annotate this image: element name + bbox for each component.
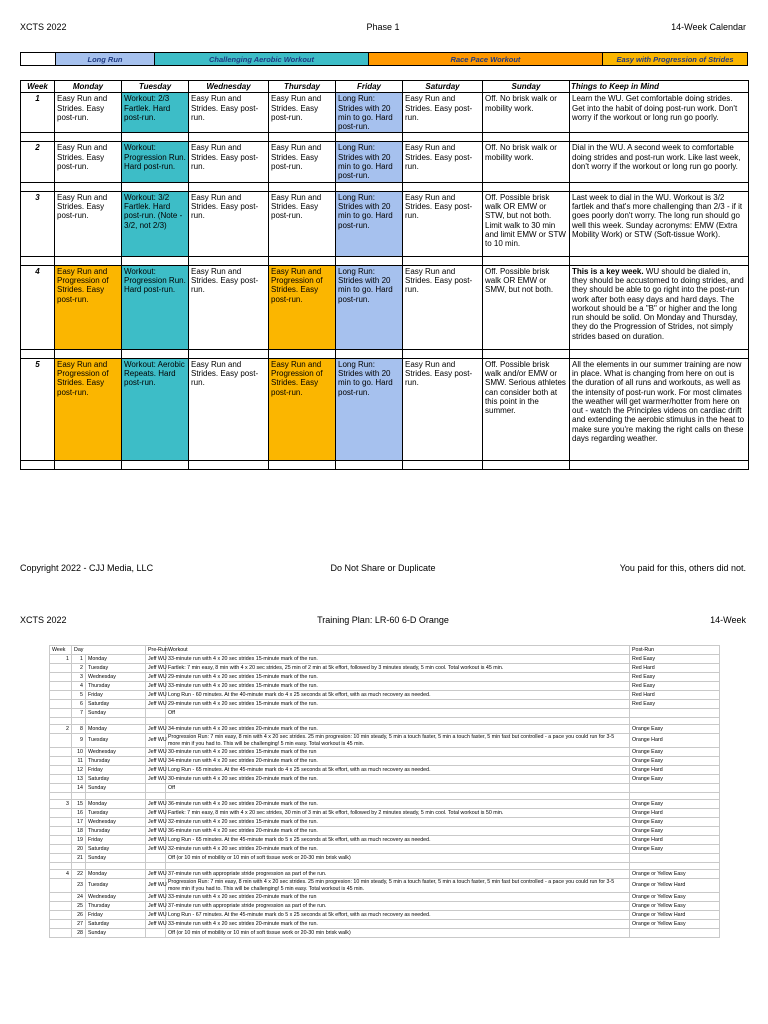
plan-postrun: Orange or Yellow Easy — [630, 893, 720, 902]
plan-day-name: Thursday — [86, 827, 146, 836]
plan-prerun: Jeff WU — [146, 682, 166, 691]
plan-workout: Progression Run: 7 min easy, 8 min with 4 x 20 sec strides. 25 min progresion: 10 min steady, 5 min a touch faster, 5 min a touch faster, 5 min fast but controlled - a pace you could run for 3-5 more min if you had to. This will be challenging! 5 min easy. Total workout is 45 min. — [166, 879, 630, 893]
week-row — [21, 93, 749, 133]
calendar-header-row — [21, 81, 749, 93]
plan-prerun: Jeff WU — [146, 902, 166, 911]
thursday-cell: Easy Run and Strides. Easy post-run. — [269, 93, 336, 133]
plan-prerun: Jeff WU — [146, 809, 166, 818]
plan-day-number: 3 — [72, 673, 86, 682]
plan-day-name: Monday — [86, 655, 146, 664]
spacer-row — [21, 182, 749, 191]
plan-prerun: Jeff WU — [146, 700, 166, 709]
plan-postrun — [630, 784, 720, 793]
thursday-cell: Easy Run and Strides. Easy post-run. — [269, 191, 336, 256]
col-saturday: Saturday — [403, 81, 483, 93]
plan-row — [50, 682, 720, 691]
plan-prerun — [146, 929, 166, 938]
plan-day-name: Friday — [86, 691, 146, 700]
plan-week-number — [50, 845, 72, 854]
training-plan-body — [50, 646, 720, 938]
plan-workout: 29-minute run with 4 x 20 sec strides 15-minute mark of the run. — [166, 673, 630, 682]
plan-day-number: 23 — [72, 879, 86, 893]
plan-postrun: Orange Easy — [630, 725, 720, 734]
plan-spacer-row — [50, 863, 720, 870]
plan-day-number: 8 — [72, 725, 86, 734]
plan-workout: 33-minute run with 4 x 20 sec strides 20-minute mark of the run. — [166, 920, 630, 929]
friday-cell: Long Run: Strides with 20 min to go. Hard post-run. — [336, 358, 403, 460]
plan-day-number: 4 — [72, 682, 86, 691]
notes-cell — [570, 358, 749, 460]
plan-workout: Progression Run: 7 min easy, 8 min with 4 x 20 sec strides. 25 min progresion: 10 min steady, 5 min a touch faster, 5 min a touch faster, 5 min fast but controlled - a pace you could run for 3-5 more min if you had to. This will be challenging! 5 min easy. Total workout is 45 min. — [166, 734, 630, 748]
plan-day-name: Tuesday — [86, 664, 146, 673]
plan-prerun: Jeff WU — [146, 734, 166, 748]
plan-workout: Off — [166, 709, 630, 718]
plan-postrun: Orange Hard — [630, 734, 720, 748]
plan-week-number: 4 — [50, 870, 72, 879]
plan-day-name: Thursday — [86, 757, 146, 766]
plan-prerun: Jeff WU — [146, 920, 166, 929]
col-tuesday: Tuesday — [122, 81, 189, 93]
spacer-row — [21, 133, 749, 142]
calendar-header-right: 14-Week Calendar — [671, 22, 746, 32]
col-sunday: Sunday — [483, 81, 570, 93]
plan-postrun: Red Easy — [630, 682, 720, 691]
footer-notice: Do Not Share or Duplicate — [330, 563, 436, 573]
plan-week-number — [50, 879, 72, 893]
plan-week-number — [50, 784, 72, 793]
plan-day-name: Saturday — [86, 700, 146, 709]
plan-prerun: Jeff WU — [146, 911, 166, 920]
notes-cell — [570, 191, 749, 256]
plan-day-name: Monday — [86, 870, 146, 879]
notes-text: WU should be dialed in, they should be accustomed to doing strides, and they should be able to go right into the post-run work after both easy days and hard days. The workout should be a "B" or higher and the long run should be solid. On Monday and Thursday, they do the Progression of Strides, not simply strides based on duration. — [572, 266, 744, 341]
plan-workout: Fartlek: 7 min easy, 8 min with 4 x 20 sec strides, 25 min of 2 min at 5k effort, followed by 3 minutes steady, 5 min cool. Total workout is 45 min. — [166, 664, 630, 673]
plan-week-number — [50, 673, 72, 682]
footer-paid: You paid for this, others did not. — [619, 563, 746, 573]
plan-week-number — [50, 775, 72, 784]
workout-type-legend — [20, 52, 748, 66]
plan-row — [50, 700, 720, 709]
plan-week-number: 2 — [50, 725, 72, 734]
plan-row — [50, 809, 720, 818]
plan-spacer-row — [50, 718, 720, 725]
plan-day-number: 27 — [72, 920, 86, 929]
tuesday-cell: Workout: Progression Run. Hard post-run. — [122, 265, 189, 349]
week-number: 5 — [21, 358, 55, 460]
plan-day-name: Friday — [86, 836, 146, 845]
plan-workout: 34-minute run with 4 x 20 sec strides 20-minute mark of the run. — [166, 725, 630, 734]
monday-cell: Easy Run and Strides. Easy post-run. — [55, 93, 122, 133]
sunday-cell: Off. No brisk walk or mobility work. — [483, 93, 570, 133]
plan-day-number: 19 — [72, 836, 86, 845]
plan-week-number — [50, 766, 72, 775]
week-row — [21, 265, 749, 349]
plan-day-number: 22 — [72, 870, 86, 879]
plan-day-name: Saturday — [86, 920, 146, 929]
plan-prerun: Jeff WU — [146, 818, 166, 827]
plan-day-number: 12 — [72, 766, 86, 775]
plan-row — [50, 879, 720, 893]
plan-week-number — [50, 734, 72, 748]
plan-postrun: Orange or Yellow Easy — [630, 902, 720, 911]
plan-row — [50, 664, 720, 673]
plan-prerun: Jeff WU — [146, 879, 166, 893]
plan-row — [50, 766, 720, 775]
thursday-cell: Easy Run and Progression of Strides. Easy post-run. — [269, 265, 336, 349]
plan-week-number — [50, 682, 72, 691]
plan-week-number — [50, 920, 72, 929]
legend-easy-progression: Easy with Progression of Strides — [603, 53, 747, 65]
plan-week-number — [50, 748, 72, 757]
week-number: 2 — [21, 142, 55, 182]
plan-postrun: Orange Easy — [630, 757, 720, 766]
wednesday-cell: Easy Run and Strides. Easy post-run. — [189, 191, 269, 256]
plan-postrun: Orange Easy — [630, 775, 720, 784]
plan-workout: 37-minute run with appropriate stride progression as part of the run. — [166, 870, 630, 879]
plan-day-name: Saturday — [86, 775, 146, 784]
plan-postrun: Red Easy — [630, 673, 720, 682]
plan-week-number — [50, 929, 72, 938]
plan-prerun: Jeff WU — [146, 775, 166, 784]
plan-day-number: 25 — [72, 902, 86, 911]
plan-day-name: Thursday — [86, 902, 146, 911]
plan-row — [50, 709, 720, 718]
saturday-cell: Easy Run and Strides. Easy post-run. — [403, 142, 483, 182]
plan-day-number: 6 — [72, 700, 86, 709]
week-number: 3 — [21, 191, 55, 256]
spacer-row — [21, 460, 749, 469]
footer-copyright: Copyright 2022 - CJJ Media, LLC — [20, 563, 154, 573]
plan-postrun: Orange or Yellow Hard — [630, 879, 720, 893]
plan-day-number: 18 — [72, 827, 86, 836]
plan-postrun: Red Hard — [630, 691, 720, 700]
spacer-row — [21, 349, 749, 358]
plan-prerun: Jeff WU — [146, 827, 166, 836]
plan-postrun: Orange Hard — [630, 836, 720, 845]
plan-week-number — [50, 709, 72, 718]
plan-day-name: Monday — [86, 800, 146, 809]
plan-day-name: Thursday — [86, 682, 146, 691]
plan-workout: Off (or 10 min of mobility or 10 min of soft tissue work or 20-30 min brisk walk) — [166, 929, 630, 938]
plan-day-name: Sunday — [86, 709, 146, 718]
week-row — [21, 142, 749, 182]
plan-day-name: Sunday — [86, 854, 146, 863]
plan-workout: 30-minute run with 4 x 20 sec strides 15-minute mark of the run — [166, 748, 630, 757]
plan-week-number — [50, 818, 72, 827]
plan-day-number: 2 — [72, 664, 86, 673]
tuesday-cell: Workout: 2/3 Fartlek. Hard post-run. — [122, 93, 189, 133]
plan-col-workout: Workout — [166, 646, 630, 655]
plan-postrun: Orange or Yellow Hard — [630, 911, 720, 920]
plan-workout: 29-minute run with 4 x 20 sec strides 15-minute mark of the run. — [166, 700, 630, 709]
sunday-cell: Off. Possible brisk walk OR EMW or SMW, but not both. — [483, 265, 570, 349]
plan-row — [50, 836, 720, 845]
monday-cell: Easy Run and Progression of Strides. Easy post-run. — [55, 358, 122, 460]
plan-workout: 34-minute run with 4 x 20 sec strides 20-minute mark of the run. — [166, 757, 630, 766]
plan-row — [50, 784, 720, 793]
plan-prerun: Jeff WU — [146, 800, 166, 809]
sunday-cell: Off. Possible brisk walk and/or EMW or SMW. Serious athletes can consider both at this point in the summer. — [483, 358, 570, 460]
plan-col-prerun: Pre-Run — [146, 646, 166, 655]
plan-postrun: Red Easy — [630, 700, 720, 709]
plan-row — [50, 920, 720, 929]
plan-day-number: 17 — [72, 818, 86, 827]
plan-row — [50, 902, 720, 911]
plan-row — [50, 757, 720, 766]
plan-prerun: Jeff WU — [146, 870, 166, 879]
plan-day-number: 26 — [72, 911, 86, 920]
plan-week-number — [50, 893, 72, 902]
plan-day-number: 16 — [72, 809, 86, 818]
plan-postrun — [630, 709, 720, 718]
plan-day-name: Tuesday — [86, 734, 146, 748]
col-wednesday: Wednesday — [189, 81, 269, 93]
plan-day-name: Friday — [86, 766, 146, 775]
monday-cell: Easy Run and Progression of Strides. Easy post-run. — [55, 265, 122, 349]
thursday-cell: Easy Run and Strides. Easy post-run. — [269, 142, 336, 182]
notes-cell — [570, 265, 749, 349]
col-thursday: Thursday — [269, 81, 336, 93]
tuesday-cell: Workout: 3/2 Fartlek. Hard post-run. (Note - 3/2, not 2/3) — [122, 191, 189, 256]
notes-text: Dial in the WU. A second week to comfortable doing strides and post-run work. Like last week, don't worry if the workout or long run go poorly. — [572, 143, 741, 172]
plan-workout: Long Run - 65 minutes. At the 45-minute mark do 5 x 25 seconds at 5k effort, with as much recovery as needed. — [166, 836, 630, 845]
plan-day-name: Wednesday — [86, 673, 146, 682]
plan-day-number: 20 — [72, 845, 86, 854]
plan-week-number — [50, 691, 72, 700]
plan-postrun — [630, 854, 720, 863]
tuesday-cell: Workout: Progression Run. Hard post-run. — [122, 142, 189, 182]
plan-row — [50, 854, 720, 863]
plan-day-name: Wednesday — [86, 893, 146, 902]
plan-day-number: 21 — [72, 854, 86, 863]
week-number: 4 — [21, 265, 55, 349]
week-number: 1 — [21, 93, 55, 133]
plan-day-name: Tuesday — [86, 879, 146, 893]
plan-week-number — [50, 836, 72, 845]
plan-header-left: XCTS 2022 — [20, 615, 67, 625]
legend-long-run: Long Run — [55, 53, 155, 65]
plan-prerun: Jeff WU — [146, 766, 166, 775]
col-notes: Things to Keep in Mind — [570, 81, 749, 93]
calendar-header-center: Phase 1 — [366, 22, 400, 32]
notes-cell — [570, 93, 749, 133]
plan-row — [50, 775, 720, 784]
plan-prerun: Jeff WU — [146, 845, 166, 854]
plan-row — [50, 734, 720, 748]
plan-day-name: Wednesday — [86, 748, 146, 757]
plan-workout: 33-minute run with 4 x 20 sec strides 15-minute mark of the run. — [166, 655, 630, 664]
plan-day-number: 24 — [72, 893, 86, 902]
plan-workout: 30-minute run with 4 x 20 sec strides 20-minute mark of the run. — [166, 775, 630, 784]
phase-calendar-table — [20, 80, 749, 470]
week-row — [21, 191, 749, 256]
wednesday-cell: Easy Run and Strides. Easy post-run. — [189, 93, 269, 133]
plan-postrun: Orange Easy — [630, 800, 720, 809]
plan-prerun: Jeff WU — [146, 893, 166, 902]
notes-cell — [570, 142, 749, 182]
plan-postrun: Orange Easy — [630, 818, 720, 827]
plan-row — [50, 845, 720, 854]
saturday-cell: Easy Run and Strides. Easy post-run. — [403, 265, 483, 349]
wednesday-cell: Easy Run and Strides. Easy post-run. — [189, 358, 269, 460]
legend-challenging-aerobic: Challenging Aerobic Workout — [155, 53, 369, 65]
plan-postrun: Orange Hard — [630, 766, 720, 775]
friday-cell: Long Run: Strides with 20 min to go. Hard post-run. — [336, 93, 403, 133]
plan-row — [50, 893, 720, 902]
legend-race-pace: Race Pace Workout — [369, 53, 603, 65]
plan-row — [50, 673, 720, 682]
plan-day-number: 15 — [72, 800, 86, 809]
wednesday-cell: Easy Run and Strides. Easy post-run. — [189, 142, 269, 182]
saturday-cell: Easy Run and Strides. Easy post-run. — [403, 191, 483, 256]
plan-workout: 36-minute run with 4 x 20 sec strides 20-minute mark of the run. — [166, 800, 630, 809]
plan-week-number — [50, 902, 72, 911]
plan-day-number: 1 — [72, 655, 86, 664]
plan-day-name: Sunday — [86, 929, 146, 938]
plan-col-week: Week — [50, 646, 72, 655]
plan-workout: Off — [166, 784, 630, 793]
monday-cell: Easy Run and Strides. Easy post-run. — [55, 142, 122, 182]
plan-workout: Long Run - 67 minutes. At the 45-minute mark do 5 x 25 seconds at 5k effort, with as much recovery as needed. — [166, 911, 630, 920]
plan-day-name: Monday — [86, 725, 146, 734]
plan-day-number: 9 — [72, 734, 86, 748]
col-monday: Monday — [55, 81, 122, 93]
plan-postrun: Orange Easy — [630, 748, 720, 757]
plan-prerun: Jeff WU — [146, 836, 166, 845]
plan-workout: Long Run - 65 minutes. At the 45-minute mark do 4 x 25 seconds at 5k effort, with as much recovery as needed. — [166, 766, 630, 775]
plan-workout: 33-minute run with 4 x 20 sec strides 15-minute mark of the run. — [166, 682, 630, 691]
plan-postrun — [630, 929, 720, 938]
plan-week-number — [50, 757, 72, 766]
plan-day-number: 11 — [72, 757, 86, 766]
plan-week-number: 1 — [50, 655, 72, 664]
plan-prerun: Jeff WU — [146, 673, 166, 682]
plan-day-name: Saturday — [86, 845, 146, 854]
sunday-cell: Off. No brisk walk or mobility work. — [483, 142, 570, 182]
plan-week-number — [50, 664, 72, 673]
plan-row — [50, 911, 720, 920]
plan-workout: 32-minute run with 4 x 20 sec strides 20-minute mark of the run. — [166, 845, 630, 854]
plan-postrun: Orange Hard — [630, 809, 720, 818]
plan-prerun: Jeff WU — [146, 748, 166, 757]
plan-prerun — [146, 784, 166, 793]
friday-cell: Long Run: Strides with 20 min to go. Hard post-run. — [336, 265, 403, 349]
plan-workout: 37-minute run with appropriate stride progression as part of the run. — [166, 902, 630, 911]
plan-col-day: Day — [72, 646, 146, 655]
plan-day-number: 13 — [72, 775, 86, 784]
plan-workout: 33-minute run with 4 x 20 sec strides 20-minute mark of the run — [166, 893, 630, 902]
plan-workout: 36-minute run with 4 x 20 sec strides 20-minute mark of the run. — [166, 827, 630, 836]
tuesday-cell: Workout: Aerobic Repeats. Hard post-run. — [122, 358, 189, 460]
plan-prerun: Jeff WU — [146, 691, 166, 700]
plan-week-number — [50, 700, 72, 709]
plan-workout: 32-minute run with 4 x 20 sec strides 15-minute mark of the run. — [166, 818, 630, 827]
plan-prerun: Jeff WU — [146, 725, 166, 734]
col-week: Week — [21, 81, 55, 93]
plan-postrun: Orange Easy — [630, 845, 720, 854]
plan-week-number — [50, 911, 72, 920]
plan-day-number: 7 — [72, 709, 86, 718]
spacer-row — [21, 256, 749, 265]
plan-prerun: Jeff WU — [146, 664, 166, 673]
saturday-cell: Easy Run and Strides. Easy post-run. — [403, 93, 483, 133]
plan-row — [50, 827, 720, 836]
notes-text: All the elements in our summer training are now in place. What is changing from here on out is the duration of all runs and workouts, as well as the intensity of post-run work. For most climates the weather will get warmer/hotter from here on out - watch the Principles videos on cardiac drift and extending the aerobic stimulus in the heat to make sure you're making the right calls on these days regarding weather. — [572, 359, 745, 444]
plan-prerun — [146, 709, 166, 718]
plan-col-postrun: Post-Run — [630, 646, 720, 655]
plan-header-row — [50, 646, 720, 655]
plan-prerun — [146, 854, 166, 863]
plan-row — [50, 748, 720, 757]
plan-spacer-row — [50, 793, 720, 800]
plan-prerun: Jeff WU — [146, 655, 166, 664]
plan-row — [50, 725, 720, 734]
plan-day-name: Wednesday — [86, 818, 146, 827]
plan-postrun: Orange or Yellow Easy — [630, 920, 720, 929]
plan-row — [50, 655, 720, 664]
plan-day-name: Sunday — [86, 784, 146, 793]
plan-day-number: 10 — [72, 748, 86, 757]
plan-week-number — [50, 827, 72, 836]
notes-emphasis: This is a key week. — [572, 266, 644, 276]
wednesday-cell: Easy Run and Strides. Easy post-run. — [189, 265, 269, 349]
thursday-cell: Easy Run and Progression of Strides. Easy post-run. — [269, 358, 336, 460]
friday-cell: Long Run: Strides with 20 min to go. Hard post-run. — [336, 142, 403, 182]
plan-header-right: 14-Week — [710, 615, 746, 625]
plan-day-name: Tuesday — [86, 809, 146, 818]
plan-row — [50, 800, 720, 809]
plan-week-number — [50, 854, 72, 863]
plan-postrun: Red Easy — [630, 655, 720, 664]
saturday-cell: Easy Run and Strides. Easy post-run. — [403, 358, 483, 460]
plan-postrun: Orange Easy — [630, 827, 720, 836]
plan-workout: Off (or 10 min of mobility or 10 min of soft tissue work or 20-30 min brisk walk) — [166, 854, 630, 863]
plan-day-number: 5 — [72, 691, 86, 700]
plan-postrun: Orange or Yellow Easy — [630, 870, 720, 879]
monday-cell: Easy Run and Strides. Easy post-run. — [55, 191, 122, 256]
plan-row — [50, 691, 720, 700]
friday-cell: Long Run: Strides with 20 min to go. Hard post-run. — [336, 191, 403, 256]
calendar-header-left: XCTS 2022 — [20, 22, 67, 32]
plan-workout: Fartlek: 7 min easy, 8 min with 4 x 20 sec strides, 30 min of 3 min at 5k effort, followed by 2 minutes steady, 5 min cool. Total workout is 50 min. — [166, 809, 630, 818]
plan-day-number: 14 — [72, 784, 86, 793]
plan-day-number: 28 — [72, 929, 86, 938]
notes-text: Learn the WU. Get comfortable doing strides. Get into the habit of doing post-run work. Don't worry if the workout or long run go poorly. — [572, 94, 738, 122]
plan-row — [50, 870, 720, 879]
training-plan-table — [49, 645, 720, 938]
plan-workout: Long Run - 60 minutes. At the 40-minute mark do 4 x 25 seconds at 5k effort, with as much recovery as needed. — [166, 691, 630, 700]
plan-postrun: Red Hard — [630, 664, 720, 673]
week-row — [21, 358, 749, 460]
plan-row — [50, 929, 720, 938]
col-friday: Friday — [336, 81, 403, 93]
plan-week-number — [50, 809, 72, 818]
plan-row — [50, 818, 720, 827]
sunday-cell: Off. Possible brisk walk OR EMW or STW, but not both. Limit walk to 30 min and limit EMW or STW to 10 min. — [483, 191, 570, 256]
plan-day-name: Friday — [86, 911, 146, 920]
notes-text: Last week to dial in the WU. Workout is 3/2 fartlek and that's more challenging than 2/3 - if it goes poorly don't worry. The long run should go well this week. Sunday acronyms: EMW (Extra Mobility Work) or STW (Soft-tissue Work). — [572, 192, 743, 239]
plan-header-center: Training Plan: LR-60 6-D Orange — [317, 615, 449, 625]
plan-prerun: Jeff WU — [146, 757, 166, 766]
plan-week-number: 3 — [50, 800, 72, 809]
